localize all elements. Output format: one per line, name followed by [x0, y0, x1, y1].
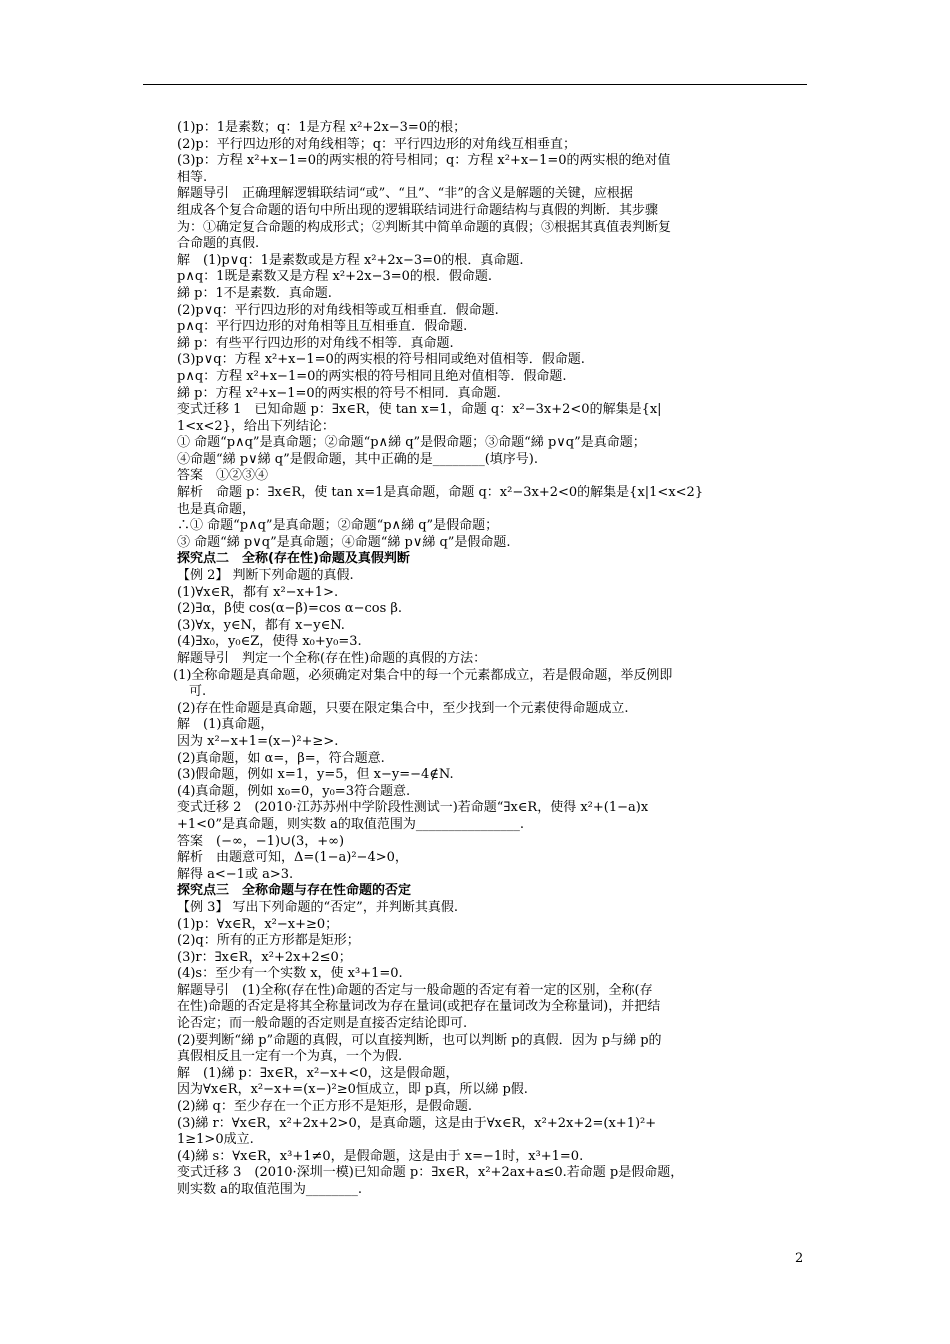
text-line: 变式迁移 1 已知命题 p：∃x∈R，使 tan x=1，命题 q：x²−3x+2<0的解集是{x| [177, 402, 662, 418]
text-line: ④命题“綈 p∨綈 q”是假命题，其中正确的是________(填序号). [177, 451, 538, 467]
text-line: 在性)命题的否定是将其全称量词改为存在量词(或把存在量词改为全称量词)，并把结 [177, 999, 661, 1015]
text-line: 解题导引 (1)全称(存在性)命题的否定与一般命题的否定有着一定的区别，全称(存 [177, 982, 653, 998]
text-line: 合命题的真假. [177, 236, 260, 252]
text-line: 1≥1>0成立. [177, 1132, 254, 1148]
text-line: (1)p：1是素数；q：1是方程 x²+2x−3=0的根； [177, 120, 467, 135]
text-line: ③ 命题“綈 p∨q”是真命题；④命题“綈 p∨綈 q”是假命题. [177, 534, 511, 550]
text-line: 为：①确定复合命题的构成形式；②判断其中简单命题的真假；③根据其真值表判断复 [177, 219, 672, 235]
text-line: p∧q：1既是素数又是方程 x²+2x−3=0的根．假命题. [177, 269, 493, 285]
text-line: 解题导引 正确理解逻辑联结词“或”、“且”、“非”的含义是解题的关键，应根据 [177, 186, 633, 202]
text-line: (3)p：方程 x²+x−1=0的两实根的符号相同；q：方程 x²+x−1=0的两实根的绝对值 [177, 153, 671, 169]
text-line: 解得 a<−1或 a>3. [177, 866, 294, 882]
text-line: (2)存在性命题是真命题，只要在限定集合中，至少找到一个元素使得命题成立. [177, 700, 629, 716]
text-line: +1<0”是真命题，则实数 a的取值范围为________________. [177, 816, 524, 832]
text-line: 则实数 a的取值范围为________. [177, 1182, 363, 1197]
text-line: (2)q：所有的正方形都是矩形； [177, 933, 360, 949]
text-line: 綈 p：方程 x²+x−1=0的两实根的符号不相同．真命题. [177, 385, 501, 401]
text-line: (2)真命题，如 α=，β=，符合题意. [177, 750, 385, 766]
text-line: 真假相反且一定有一个为真，一个为假. [177, 1049, 403, 1065]
text-line: (4)s：至少有一个实数 x，使 x³+1=0. [177, 966, 403, 982]
text-line: 綈 p：1不是素数．真命题. [177, 285, 332, 301]
text-line: 解析 命题 p：∃x∈R，使 tan x=1是真命题，命题 q：x²−3x+2<0的解集是{x|1<x<2} [177, 485, 704, 501]
text-line: (3)綈 r：∀x∈R，x²+2x+2>0，是真命题，这是由于∀x∈R，x²+2x+2=(x+1)²+ [177, 1115, 657, 1131]
text-line: (4)綈 s：∀x∈R，x³+1≠0，是假命题，这是由于 x=−1时，x³+1=0. [177, 1148, 584, 1164]
text-line: 也是真命题， [177, 501, 256, 517]
text-line: (3)∀x，y∈N，都有 x−y∈N. [177, 617, 345, 633]
text-line: 解题导引 判定一个全称(存在性)命题的真假的方法： [177, 651, 487, 666]
text-line: (2)p：平行四边形的对角线相等；q：平行四边形的对角线互相垂直； [177, 136, 577, 152]
text-line: 解析 由题意可知，Δ=(1−a)²−4>0， [177, 850, 408, 866]
text-line: 綈 p：有些平行四边形的对角线不相等．真命题. [177, 335, 454, 351]
text-line: (1)全称命题是真命题，必须确定对集合中的每一个元素都成立，若是假命题，举反例即 [173, 667, 673, 683]
text-line: (2)要判断“綈 p”命题的真假，可以直接判断，也可以判断 p的真假．因为 p与綈 p的 [177, 1032, 662, 1048]
text-line: (3)p∨q：方程 x²+x−1=0的两实根的符号相同或绝对值相等．假命题. [177, 352, 585, 368]
text-line: (1)p：∀x∈R，x²−x+≥0； [177, 916, 339, 932]
header-rule [143, 84, 807, 85]
text-line: p∧q：平行四边形的对角相等且互相垂直．假命题. [177, 319, 468, 335]
text-line: (2)∃α，β使 cos(α−β)=cos α−cos β. [177, 601, 403, 617]
document-body [173, 120, 817, 1199]
text-line: 【例 2】 判断下列命题的真假. [177, 568, 354, 584]
text-line: 因为∀x∈R，x²−x+=(x−)²≥0恒成立，即 p真，所以綈 p假. [177, 1082, 528, 1098]
text-line: 解 (1)p∨q：1是素数或是方程 x²+2x−3=0的根．真命题. [177, 252, 524, 268]
text-line: (2)綈 q：至少存在一个正方形不是矩形，是假命题. [177, 1099, 473, 1115]
text-line: 论否定；而一般命题的否定则是直接否定结论即可. [177, 1016, 468, 1032]
text-line: 变式迁移 3 (2010·深圳一模)已知命题 p：∃x∈R，x²+2ax+a≤0.若命题 p是假命题， [177, 1165, 684, 1181]
section-heading: 探究点三 全称命题与存在性命题的否定 [177, 883, 412, 899]
text-line: (1)∀x∈R，都有 x²−x+1>. [177, 584, 339, 600]
text-line: 可. [189, 684, 207, 700]
text-line: 组成各个复合命题的语句中所出现的逻辑联结词进行命题结构与真假的判断．其步骤 [177, 202, 659, 218]
section-heading: 探究点二 全称(存在性)命题及真假判断 [177, 551, 410, 567]
text-line: 【例 3】 写出下列命题的“否定”，并判断其真假. [177, 899, 458, 915]
text-line: ① 命题“p∧q”是真命题；②命题“p∧綈 q”是假命题；③命题“綈 p∨q”是真命题； [177, 435, 646, 451]
text-line: 相等. [177, 169, 208, 185]
text-line: (3)假命题，例如 x=1，y=5，但 x−y=−4∉N. [177, 767, 454, 783]
text-line: p∧q：方程 x²+x−1=0的两实根的符号相同且绝对值相等．假命题. [177, 368, 567, 384]
text-line: 解 (1)真命题， [177, 717, 274, 733]
text-line: (2)p∨q：平行四边形的对角线相等或互相垂直．假命题. [177, 302, 499, 318]
text-line: 因为 x²−x+1=(x−)²+≥>. [177, 733, 339, 749]
page-number: 2 [795, 1251, 804, 1266]
text-line: 答案 (−∞，−1)∪(3，+∞) [177, 833, 345, 849]
text-line: ∴① 命题“p∧q”是真命题；②命题“p∧綈 q”是假命题； [177, 518, 499, 534]
text-line: (4)∃x₀，y₀∈Z，使得 x₀+y₀=3. [177, 634, 362, 650]
text-line: 变式迁移 2 (2010·江苏苏州中学阶段性测试一)若命题“∃x∈R，使得 x²+(1−a)x [177, 800, 649, 816]
text-line: (4)真命题，例如 x₀=0，y₀=3符合题意. [177, 783, 411, 799]
text-line: 答案 ①②③④ [177, 468, 269, 484]
text-line: 1<x<2}，给出下列结论： [177, 418, 335, 434]
text-line: 解 (1)綈 p：∃x∈R，x²−x+<0，这是假命题， [177, 1065, 459, 1081]
text-line: (3)r：∃x∈R，x²+2x+2≤0； [177, 949, 352, 965]
